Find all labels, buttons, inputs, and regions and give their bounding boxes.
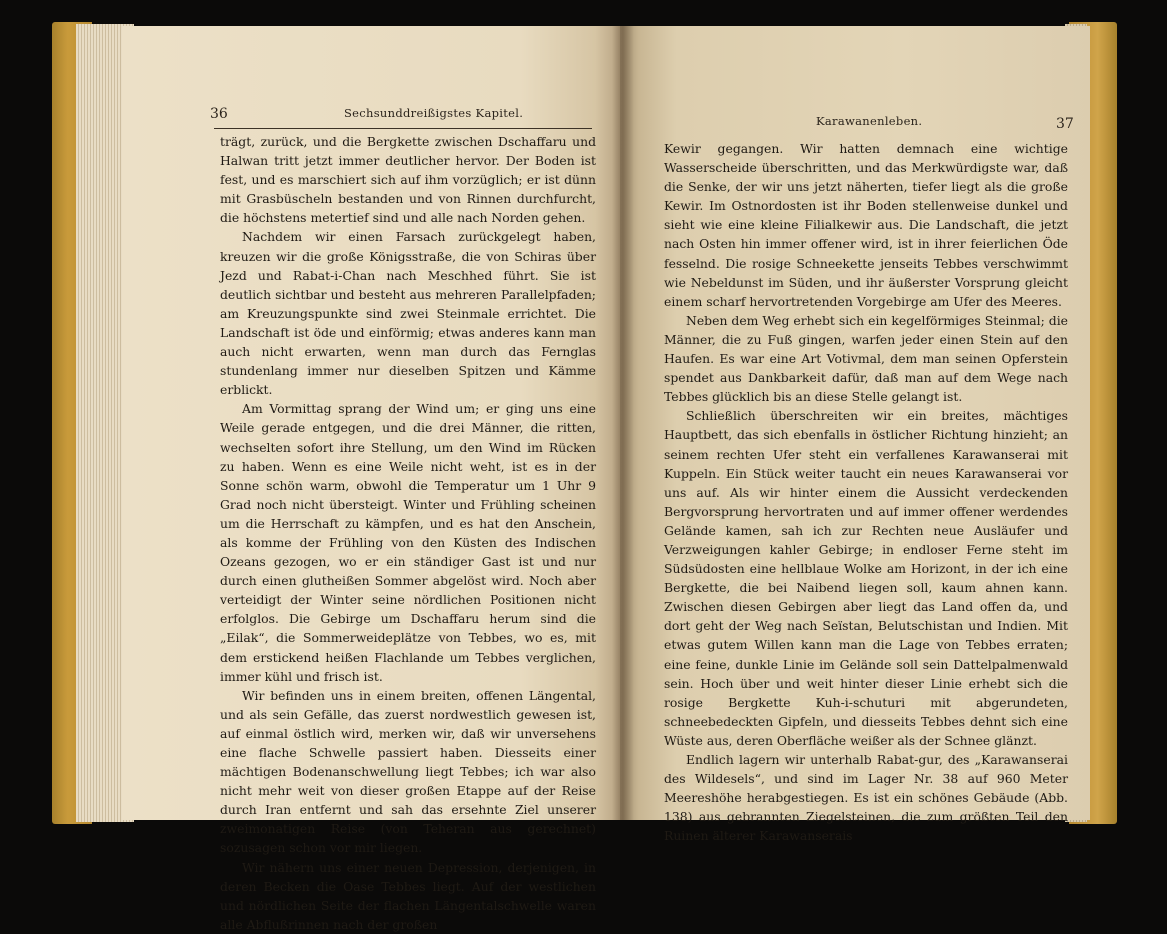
paragraph: Neben dem Weg erhebt sich ein kegelförmiges Steinmal; die Männer, die zu Fuß gingen, warfen jeder einen Stein auf den Haufen. Es war eine Art Votivmal, dem man seinen Opferstein spendet aus Dankbarkeit dafür, daß man auf dem Wege nach Tebbes glücklich bis an diese Stelle gelangt ist. [664, 312, 1068, 405]
paragraph: Schließlich überschreiten wir ein breites, mächtiges Hauptbett, das sich ebenfalls in östlicher Richtung hinzieht; an seinem rechten Ufer steht ein verfallenes Karawanserai mit Kuppeln. Ein Stück weiter taucht ein neues Karawanserai vor uns auf. Als wir hinter einem die Aussicht verdeckenden Bergvorsprung hervortraten und auf immer offener werdendes Gelände kamen, sah ich zur Rechten neue Ausläufer und Verzweigungen kahler Gebirge; in endloser Ferne steht im Südsüdosten eine hellblaue Wolke am Horizont, in der ich eine Bergkette, die bei Naibend liegen soll, kaum ahnen kann. Zwischen diesen Gebirgen aber liegt das Land offen da, und dort geht der Weg nach Seïstan, Belutschistan und Indien. Mit etwas gutem Willen kann man die Lage von Tebbes erraten; eine feine, dunkle Linie im Gelände soll sein Dattelpalmenwald sein. Hoch über und weit hinter dieser Linie erhebt sich die rosige Bergkette Kuh-i-schuturi mit abgerundeten, schneebedeckten Gipfeln, und diesseits Tebbes dehnt sich eine Wüste aus, deren Oberfläche weißer als der Schnee glänzt. [664, 408, 1068, 748]
header-rule [214, 128, 592, 129]
right-page-text [664, 139, 1068, 844]
right-page [620, 26, 1090, 844]
paragraph: Wir befinden uns in einem breiten, offenen Längental, und als sein Gefälle, das zuerst nordwestlich gewesen ist, auf einmal östlich wird, merken wir, daß wir unversehens eine flache Schwelle passiert haben. Diesseits einer mächtigen Bodenanschwellung liegt Tebbes; ich war also nicht mehr weit von dieser großen Etappe auf der Reise durch Iran entfernt und sah das ersehnte Ziel unserer zweimonatigen Reise (von Teheran aus gerechnet) sozusagen schon vor mir liegen. [220, 687, 596, 856]
paragraph: Am Vormittag sprang der Wind um; er ging uns eine Weile gerade entgegen, und die drei Männer, die ritten, wechselten sofort ihre Stellung, um den Wind im Rücken zu haben. Wenn es eine Weile nicht weht, ist es in der Sonne schön warm, obwohl die Temperatur um 1 Uhr 9 Grad noch nicht übersteigt. Winter und Frühling scheinen um die Herrschaft zu kämpfen, und es hat den Anschein, als komme der Frühling von den Küsten des Indischen Ozeans gezogen, wo er ein ständiger Gast ist und nur durch einen glutheißen Sommer abgelöst wird. Noch aber verteidigt der Winter seine nördlichen Positionen nicht erfolglos. Die Gebirge um Dschaffaru herum sind die „Eilak“, die Sommerweideplätze von Tebbes, wo es, mit dem erstickend heißen Flachlande um Tebbes verglichen, immer kühl und frisch ist. [220, 401, 596, 684]
paragraph: trägt, zurück, und die Bergkette zwischen Dschaffaru und Halwan tritt jetzt immer deutlicher hervor. Der Boden ist fest, und es marschiert sich auf ihm vorzüglich; er ist dünn mit Grasbüscheln bestanden und von Rinnen durchfurcht, die höchstens metertief sind und alle nach Norden gehen. [220, 134, 596, 226]
book-gutter [612, 26, 634, 820]
open-book [52, 18, 1117, 932]
paragraph: Nachdem wir einen Farsach zurückgelegt haben, kreuzen wir die große Königsstraße, die von Schiras über Jezd und Rabat-i-Chan nach Meschhed führt. Sie ist deutlich sichtbar und besteht aus mehreren Parallelpfaden; am Kreuzungspunkte sind zwei Steinmale errichtet. Die Landschaft ist öde und einförmig; etwas anderes kann man auch nicht erwarten, wenn man durch das Fernglas stundenlang immer nur dieselben Spitzen und Kämme erblickt. [220, 229, 596, 398]
page-number: 37 [1056, 116, 1074, 132]
paragraph: Wir nähern uns einer neuen Depression, derjenigen, in deren Becken die Oase Tebbes liegt. Auf der westlichen und nördlichen Seite der flachen Längentalschwelle waren alle Abflußrinnen nach der großen [220, 859, 596, 932]
left-page-text [220, 132, 596, 932]
paragraph: Endlich lagern wir unterhalb Rabat-gur, des „Karawanserai des Wildesels“, und sind im Lager Nr. 38 auf 960 Meter Meereshöhe herabgestiegen. Es ist ein schönes Gebäude (Abb. 138) aus gebrannten Ziegelsteinen, die zum größten Teil den Ruinen älterer Karawanserais [664, 752, 1068, 844]
left-page [122, 26, 620, 932]
running-head: Karawanenleben. [816, 114, 923, 128]
running-head: Sechsunddreißigstes Kapitel. [344, 106, 524, 120]
paragraph: Kewir gegangen. Wir hatten demnach eine wichtige Wasserscheide überschritten, und das Merkwürdigste war, daß die Senke, der wir uns jetzt näherten, tiefer liegt als die große Kewir. Im Ostnordosten ist ihr Boden stellenweise dunkel und sieht wie eine kleine Filialkewir aus. Die Landschaft, die jetzt nach Osten hin immer offener wird, ist in ihrer feierlichen Öde fesselnd. Die rosige Schneekette jenseits Tebbes verschwimmt wie Nebeldunst im Süden, und ihr äußerster Vorsprung gleicht einem scharf hervortretenden Vorgebirge am Ufer des Meeres. [664, 141, 1068, 309]
page-number: 36 [210, 106, 228, 122]
